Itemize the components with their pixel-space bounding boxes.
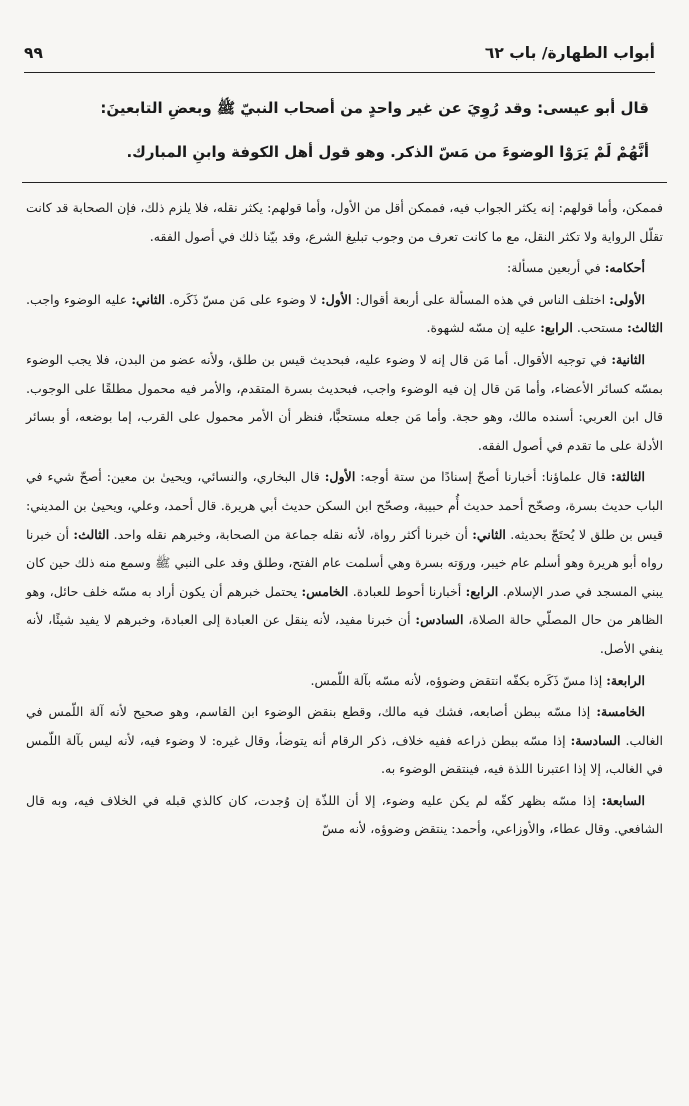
- ruling-heading: السادس:: [415, 612, 464, 628]
- ruling-heading: الثاني:: [472, 526, 506, 542]
- separator-line: [22, 182, 667, 183]
- commentary: [26, 194, 663, 847]
- commentary-paragraph: [26, 698, 663, 784]
- hadith-line-1: قال أبو عيسى: وقد رُوِيَ عن غير واحدٍ من أصحاب النبيّ ﷺ وبعضِ التابعينَ:: [100, 99, 649, 117]
- ruling-heading: الرابع:: [540, 320, 573, 336]
- ruling-heading: الرابع:: [465, 583, 499, 599]
- commentary-text: إذا مسّه ببطن أصابعه، فشك فيه مالك، وقطع بنقض الوضوء ابن القاسم، وهو صحيح لأنه آلة اللّمس في الغالب.: [26, 704, 663, 748]
- chapter-title: أبواب الطهارة/ باب ٦٢: [484, 44, 655, 62]
- hadith-line-2: أنَّهُمْ لَمْ يَرَوْا الوضوءَ من مَسّ الذكر. وهو قول أهل الكوفة وابنِ المبارك.: [126, 143, 649, 161]
- commentary-paragraph: [26, 787, 663, 844]
- commentary-text: إذا مسّه بظهر كفّه لم يكن عليه وضوء، إلا أن اللذّة إن وُجدت، كان كالذي قبله في الخلاف فيه، وبه قال الشافعي. وقال عطاء، والأوزاعي، وأحمد: ينتقض وضوؤه، لأنه مسّ: [26, 792, 663, 837]
- commentary-paragraph: [26, 286, 663, 343]
- ruling-heading: السادسة:: [570, 732, 621, 748]
- commentary-text: يحتمل خبرهم أن يكون أراد به مسّه خلف حائل، وهو الظاهر من حال المصلّي حالة الصلاة،: [26, 583, 663, 628]
- commentary-text: إذا مسّه ببطن ذراعه ففيه خلاف، ذكر الرقام أنه يتوضأ، وقال غيره: لا وضوء فيه، لأنه ليس بآلة اللّمس في الغالب، إلا إذا اعتبرنا اللذة فيه، فينتقض الوضوء به.: [26, 732, 663, 777]
- ruling-heading: الأول:: [324, 469, 356, 485]
- commentary-text: أن خبرنا مفيد، لأنه ينقل عن العبادة إلى العبادة، وخبرهم لا يفيد شيئًا، لأنه ينفي الأصل.: [26, 612, 663, 656]
- commentary-text: مستحب.: [572, 320, 628, 336]
- commentary-text: إذا مسّ ذَكَره بكفّه انتقض وضوؤه، لأنه مسّه بآلة اللّمس.: [310, 672, 607, 688]
- ruling-heading: الثالث:: [73, 526, 110, 542]
- ruling-heading: الثالث:: [627, 320, 663, 336]
- commentary-text: أخبارنا أحوط للعبادة.: [348, 583, 466, 599]
- commentary-text: قال البخاري، والنسائي، ويحيىٰ بن معين: أصحّ شيء في الباب حديث بسرة، وصحّح أحمد حديث أُم حبيبة، وصحّح ابن السكن حديث أبي هريرة. قال أحمد، وعلي، ويحيىٰ بن المديني: قيس بن طلق لا يُحتَجّ بحديثه.: [26, 469, 663, 542]
- running-header: [24, 42, 655, 73]
- ruling-heading: الرابعة:: [606, 672, 645, 688]
- ruling-heading: الثالثة:: [610, 469, 645, 485]
- hadith-text: [40, 86, 649, 174]
- ruling-heading: الأولى:: [609, 291, 645, 307]
- ruling-heading: الثاني:: [131, 291, 166, 307]
- commentary-text: أن خبرنا رواه أبو هريرة وهو أسلم عام خيبر، وروَته بسرة وهي أسلمت عام الفتح، وطلق وفد على النبي ﷺ وسمع منه ذلك حين كان يبني المسجد في صدر الإسلام.: [26, 526, 663, 599]
- commentary-paragraph: [26, 254, 663, 283]
- commentary-text: قال علماؤنا: أخبارنا أصحّ إسنادًا من ستة أوجه:: [355, 469, 611, 485]
- ruling-heading: السابعة:: [601, 792, 645, 808]
- commentary-text: عليه الوضوء واجب.: [26, 291, 132, 307]
- commentary-paragraph: [26, 346, 663, 460]
- ruling-heading: الخامس:: [301, 583, 349, 599]
- commentary-paragraph: [26, 667, 663, 696]
- commentary-text: في توجيه الأقوال. أما مَن قال إنه لا وضوء عليه، فبحديث قيس بن طلق، ولأنه عضو من البدن، فلا يجب الوضوء بمسّه كسائر الأعضاء، وأما مَن قال إن فيه الوضوء واجب، فبحديث بسرة المتقدم، والأمر فيه محمول مطلقًا على الوجوب. قال ابن العربي: أسنده مالك، وهو حجة. وأما مَن جعله مستحبًّا، فنظر أن الأمر محمول على القرب، إما بوضعه، أو بسائر الأدلة على ما تقدم في أصول الفقه.: [26, 351, 663, 453]
- commentary-text: عليه إن مسّه لشهوة.: [426, 320, 541, 336]
- ruling-heading: الخامسة:: [596, 704, 645, 720]
- ruling-heading: الأول:: [320, 291, 352, 307]
- commentary-text: في أربعين مسألة:: [507, 260, 605, 276]
- ruling-heading: أحكامه:: [604, 260, 645, 276]
- commentary-text: لا وضوء على مَن مسّ ذَكَره.: [165, 291, 321, 307]
- commentary-text: اختلف الناس في هذه المسألة على أربعة أقوال:: [351, 291, 610, 307]
- page-number: ٩٩: [24, 44, 43, 62]
- commentary-paragraph: [26, 463, 663, 663]
- commentary-paragraph: [26, 194, 663, 251]
- commentary-text: فممكن، وأما قولهم: إنه يكثر الجواب فيه، فممكن أقل من الأول، وأما قولهم: يكثر نقله، فلا يلزم ذلك، فإن الصحابة قد كانت تقلّل الرواية ولا تكثر النقل، مع ما كانت تعرف من وجوب تبليغ الشرع، وقد بيّنا ذلك في أصول الفقه.: [26, 200, 663, 244]
- commentary-text: أن خبرنا أكثر رواة، لأنه نقله جماعة من الصحابة، وخبرهم نقله واحد.: [109, 526, 473, 542]
- ruling-heading: الثانية:: [611, 351, 645, 367]
